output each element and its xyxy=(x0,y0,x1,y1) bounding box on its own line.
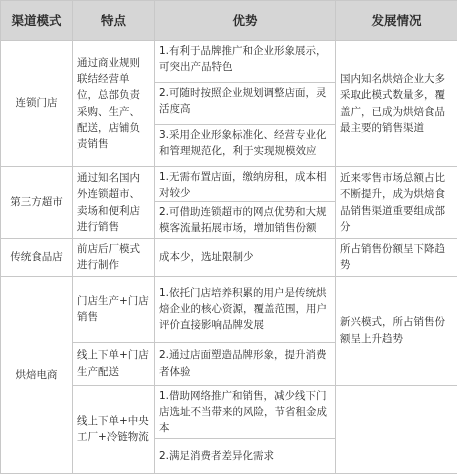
feature-cell: 线上下单+中央工厂+冷链物流 xyxy=(73,385,155,474)
table-header-row xyxy=(1,1,457,41)
advantage-cell: 2.通过店面塑造品牌形象，提升消费者体验 xyxy=(155,342,336,385)
advantage-cell: 成本少，选址限制少 xyxy=(155,239,336,277)
development-cell: 近来零售市场总额占比不断提升，成为烘焙食品销售渠道重要组成部分 xyxy=(336,167,457,239)
advantage-item: 2.可借助连锁超市的网点优势和大规模客流量拓展市场，增加销售份额 xyxy=(155,201,335,238)
table-row xyxy=(1,239,457,277)
table-row xyxy=(1,276,457,342)
feature-cell: 前店后厂模式进行制作 xyxy=(73,239,155,277)
mode-cell: 连锁门店 xyxy=(1,41,73,167)
header-development: 发展情况 xyxy=(336,1,457,41)
advantage-item: 1.有利于品牌推广和企业形象展示，可突出产品特色 xyxy=(155,41,335,82)
mode-cell: 烘焙电商 xyxy=(1,276,73,474)
advantage-cell: 2.满足消费者差异化需求 xyxy=(155,439,336,474)
header-feature: 特点 xyxy=(73,1,155,41)
advantage-item: 3.采用企业形象标准化、经营专业化和管理规范化，利于实现规模效应 xyxy=(155,124,335,166)
development-cell: 国内知名烘焙企业大多采取此模式数量多，覆盖广，已成为烘焙食品最主要的销售渠道 xyxy=(336,41,457,167)
advantage-cell xyxy=(155,41,336,167)
table-row xyxy=(1,41,457,167)
advantage-cell xyxy=(155,167,336,239)
advantage-item: 2.可随时按照企业规划调整店面，灵活度高 xyxy=(155,82,335,124)
feature-cell: 门店生产+门店销售 xyxy=(73,276,155,342)
development-cell-empty xyxy=(336,385,457,474)
development-cell: 新兴模式，所占销售份额呈上升趋势 xyxy=(336,276,457,385)
advantage-cell: 1.依托门店培养积累的用户是传统烘焙企业的核心资源，覆盖范围，用户评价直接影响品牌发展 xyxy=(155,276,336,342)
mode-cell: 传统食品店 xyxy=(1,239,73,277)
development-cell: 所占销售份额呈下降趋势 xyxy=(336,239,457,277)
feature-cell: 线上下单+门店生产配送 xyxy=(73,342,155,385)
advantage-cell: 1.借助网络推广和销售，减少线下门店选址不当带来的风险，节省租金成本 xyxy=(155,385,336,439)
feature-cell: 通过商业规则联结经营单位，总部负责采购、生产、配送，店铺负责销售 xyxy=(73,41,155,167)
table-row xyxy=(1,167,457,239)
header-mode: 渠道模式 xyxy=(1,1,73,41)
feature-cell: 通过知名国内外连锁超市、卖场和便利店进行销售 xyxy=(73,167,155,239)
mode-cell: 第三方超市 xyxy=(1,167,73,239)
advantage-item: 1.无需布置店面，缴纳房租，成本相对较少 xyxy=(155,167,335,201)
header-advantage: 优势 xyxy=(155,1,336,41)
